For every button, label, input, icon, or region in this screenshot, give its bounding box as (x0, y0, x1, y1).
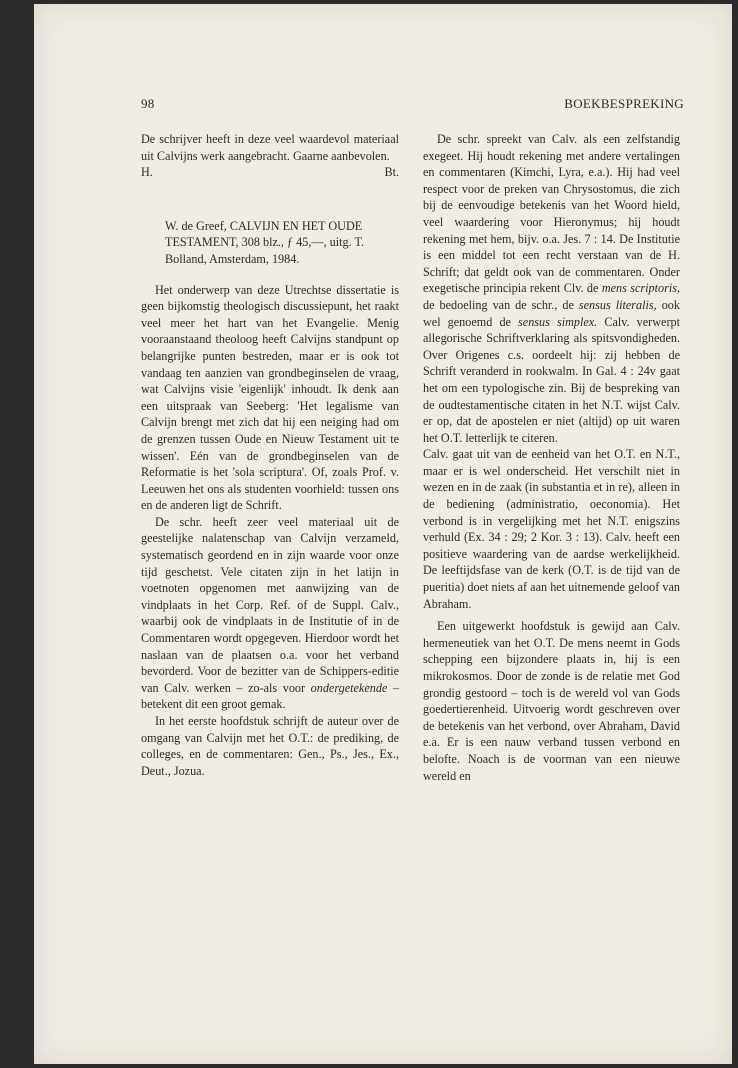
right-p1-text-b: de bedoeling van de schr., de (423, 297, 579, 312)
signature-initial-right: Bt. (384, 165, 399, 180)
previous-review-closing: De schrijver heeft in deze veel waardevol materiaal uit Calvijns werk aangebracht. Gaarne aanbevolen. (141, 132, 399, 163)
bibliographic-entry: W. de Greef, CALVIJN EN HET OUDE TESTAMENT, 308 blz., ƒ 45,—, uitg. T. Bolland, Amsterdam, 1984. (165, 218, 365, 266)
right-p1-emphasis-3: sensus simplex. (518, 314, 598, 329)
right-paragraph-1 (423, 131, 680, 446)
page-number: 98 (141, 96, 155, 111)
right-p1-text-c: ook wel genoemd de (423, 297, 680, 329)
reviewer-signature (141, 164, 399, 181)
right-p1-emphasis-1: mens scriptoris, (601, 281, 680, 296)
right-paragraph-2: Calv. gaat uit van de eenheid van het O.T. en N.T., maar er is wel onderscheid. Het verschilt niet in wezen en in de zaak (in substantia et in re), alleen in de bediening (administratio, oeconomia). Het verbond is in vergelijking met het N.T. enigszins verhuld (Ex. 34 : 29; 2 Kor. 3 : 13). Calv. heeft een positieve waardering van de aardse werkelijkheid. De leeftijdsfase van de kerk (O.T. is de tijd van de pueritia) doet niets af aan het uitnemende geloof van Abraham. (423, 447, 680, 611)
right-p1-text-a: De schr. spreekt van Calv. als een zelfstandig exegeet. Hij houdt rekening met andere vertalingen en commentaren (Kimchi, Lyra, e.a.). Hij had veel respect voor de preken van Chrysostomus, die zich bij de eenvoudige betekenis van het Woord hield, veel waardering voor Hieronymus; hij houdt rekening met hem, bijv. o.a. Jes. 7 : 14. De Institutie is een middel tot een recht verstaan van de H. Schrift; dat geldt ook van de commentaren. Onder exegetische principia rekent Clv. de (423, 132, 680, 296)
right-p1-emphasis-2: sensus literalis, (578, 297, 657, 312)
book-page (34, 4, 732, 1064)
left-column (141, 131, 399, 779)
running-head: BOEKBESPREKING (564, 96, 684, 111)
signature-initial-left: H. (141, 165, 153, 180)
review-paragraph-1: Het onderwerp van deze Utrechtse dissertatie is geen bijkomstig theologisch discussiepunt, het raakt veel meer het hart van het Evangelie. Menig vooraanstaand theoloog heeft Calvijns standpunt op belangrijke punten bestreden, maar er is ook tot vandaag ten aanzien van grondbeginselen de vraag, wat Calvijns visie 'eigenlijk' inhoudt. Ik denk aan een uitspraak van Seeberg: 'Het legalisme van Calvijn brengt met zich dat hij een neiging had om de grenzen tussen Oude en Nieuw Testament uit te wissen'. Eén van de grondbeginselen van de Reformatie is het 'sola scriptura'. Of, zoals Prof. v. Leeuwen het ons als studenten voorhield: tussen ons en de anderen ligt de Schrift. (141, 282, 399, 513)
review-paragraph-3: In het eerste hoofdstuk schrijft de auteur over de omgang van Calvijn met het O.T.: de prediking, de colleges, en de commentaren: Gen., Ps., Jes., Ex., Deut., Jozua. (141, 714, 399, 778)
right-paragraph-3: Een uitgewerkt hoofdstuk is gewijd aan Calv. hermeneutiek van het O.T. De mens neemt in Gods schepping een bijzondere plaats in, hij is een mikrokosmos. Door de zonde is de relatie met God grondig gestoord – toch is de wereld vol van Gods goedertierenheid. Uitvoerig wordt geschreven over de betekenis van het verbond, over Abraham, David e.a. Er is een nauw verband tussen verbond en belofte. Noach is de voorman van een nieuwe wereld en (423, 619, 680, 783)
right-p1-text-d: Calv. verwerpt allegorische Schriftverklaring als spitsvondigheden. Over Origenes c.s. oordeelt hij: zij hebben de Schrift veranderd in rookwalm. In Gal. 4 : 24v gaat het om een typologische zin. Bij de bespreking van de oudtestamentische citaten in het N.T. wijst Calv. er op, dat de apostelen er niet (altijd) op uit waren het O.T. letterlijk te citeren. (423, 314, 680, 445)
paragraph-2-text-b: – betekent dit een groot gemak. (141, 680, 399, 712)
paragraph-2-emphasis: ondergetekende (310, 680, 388, 695)
review-paragraph-2 (141, 514, 399, 713)
paragraph-2-text-a: De schr. heeft zeer veel materiaal uit de geestelijke nalatenschap van Calvijn verzameld, systematisch geordend en in zijn waarde voor onze tijd geschetst. Vele citaten zijn in het latijn in voetnoten opgenomen met aanwijzing van de vindplaats in het Corp. Ref. of de Suppl. Calv., waarbij ook de vindplaats in de Institutie of in de Commentaren wordt opgegeven. Hierdoor wordt het naslaan van de plaatsen o.a. voor het verband bevorderd. Voor de bezitter van de Schippers-editie van Calv. werken – zo-als voor (141, 514, 399, 695)
right-column (423, 131, 680, 784)
